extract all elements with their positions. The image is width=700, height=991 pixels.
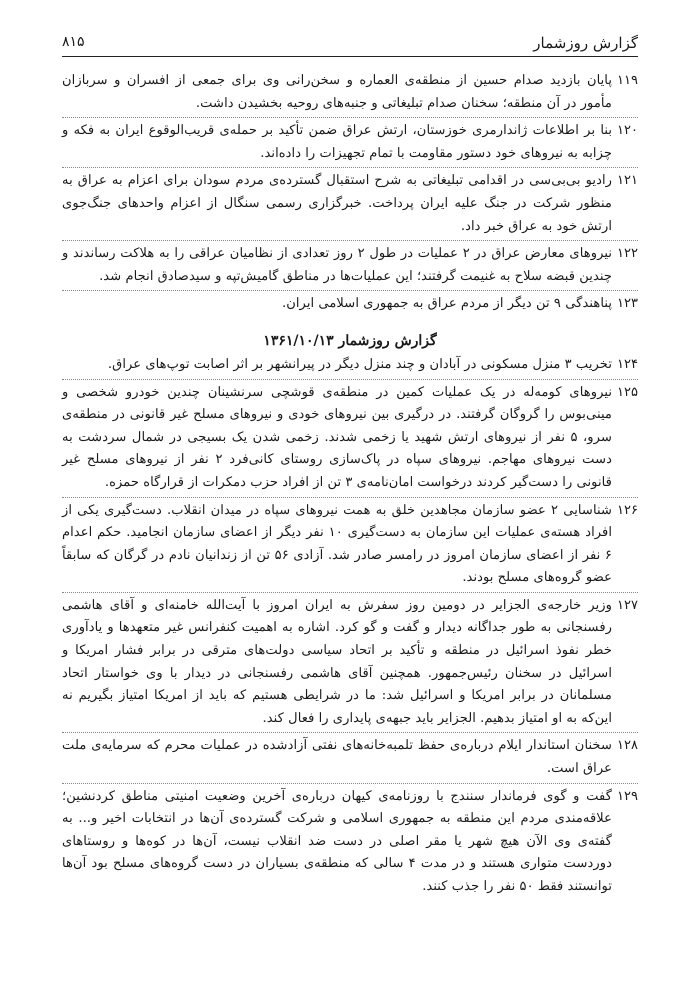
item-text: نیروهای کومه‌له در یک عملیات کمین در منطقه‌ی قوشچی سرنشینان چندین خودرو شخصی و مینی‌بوس را گروگان گرفتند. در درگیری بین نیروهای خودی و نیروهای مسلح غیر قانونی در منطقه‌ی سرو، ۵ نفر از نیروهای ارتش شهید یا زخمی شدند. زخمی شدن یک بسیجی در شمال سردشت به دست نیروهای مهاجم. نیروهای سپاه در پاک‌سازی روستای کانی‌فرد ۲ نفر از نیروهای مسلح غیر قانونی را دست‌گیر کردند درخواست امان‌نامه‌ی ۳ تن از افراد حزب دمکرات از قرارگاه حمزه. <box>62 384 612 490</box>
item-text: تخریب ۳ منزل مسکونی در آبادان و چند منزل دیگر در پیرانشهر بر اثر اصابت توپ‌های عراق. <box>107 356 612 372</box>
item-number: ۱۲۳ <box>617 296 638 312</box>
list-item <box>62 595 638 731</box>
list-item <box>62 382 638 495</box>
page-number: ۸۱۵ <box>62 34 85 50</box>
item-text: پایان بازدید صدام حسین از منطقه‌ی العماره و سخن‌رانی وی برای جمعی از افسران و سربازان مأمور در آن منطقه؛ سخنان صدام تبلیغاتی و جنبه‌های روحیه بخشیدن داشت. <box>62 73 612 111</box>
section-title: گزارش روزشمار ۱۳۶۱/۱۰/۱۳ <box>263 332 437 349</box>
item-divider <box>62 497 638 498</box>
item-number: ۱۲۵ <box>617 384 638 400</box>
item-number: ۱۱۹ <box>617 73 638 88</box>
item-divider <box>62 592 638 593</box>
item-text: سخنان استاندار ایلام درباره‌ی حفظ تلمبه‌خانه‌های نفتی آزادشده در عملیات محرم که سرمایه‌ی ملت عراق است. <box>62 738 612 777</box>
item-text: پناهندگی ۹ تن دیگر از مردم عراق به جمهوری اسلامی ایران. <box>282 296 612 312</box>
item-text: وزیر خارجه‌ی الجزایر در دومین روز سفرش به ایران امروز با آیت‌الله خامنه‌ای و آقای هاشمی رفسنجانی به طور جداگانه دیدار و گفت و گو کرد. اشاره به اهمیت کنفرانس غیر متعهدها و یادآوری خطر نفوذ اسرائیل در منطقه و تأکید بر اتحاد سیاسی دولت‌های مترقی در برابر فشار امریکا و اسرائیل در سخنان رئیس‌جمهور. همچنین آقای هاشمی رفسنجانی در دیدار با وی خواستار اتحاد مسلمانان در برابر امریکا و اسرائیل شد: ما در شرایطی هستیم که باید از امریکا امتیاز بگیریم نه این‌که به او امتیاز بدهیم. الجزایر باید جبهه‌ی پایداری را فعال کند. <box>62 597 612 726</box>
item-divider <box>62 732 638 733</box>
page-content <box>62 70 638 901</box>
item-divider <box>62 290 638 291</box>
item-number: ۱۲۸ <box>617 738 638 754</box>
list-item <box>62 786 638 899</box>
item-text: نیروهای معارض عراق در ۲ عملیات در طول ۲ روز تعدادی از نظامیان عراقی را به هلاکت رساندند و چندین قبضه سلاح به غنیمت گرفتند؛ این عملیات‌ها در مناطق گامیش‌تپه و سیدصادق انجام شد. <box>62 246 612 284</box>
list-item <box>62 500 638 590</box>
list-item <box>62 243 638 288</box>
item-number: ۱۲۶ <box>617 502 638 518</box>
page-header <box>62 30 638 57</box>
list-item <box>62 293 638 316</box>
list-item <box>62 120 638 165</box>
item-divider <box>62 240 638 241</box>
item-number: ۱۲۴ <box>617 356 638 372</box>
item-number: ۱۲۰ <box>617 123 638 139</box>
item-number: ۱۲۱ <box>617 173 638 189</box>
item-text: رادیو بی‌بی‌سی در اقدامی تبلیغاتی به شرح استقبال گسترده‌ی مردم سودان برای اعزام به عراق به منظور شرکت در جنگ علیه ایران پرداخت. خبرگزاری رسمی سنگال از اعزام واحدهای جنگ‌جوی ارتش خود به عراق خبر داد. <box>62 173 612 234</box>
item-number: ۱۲۹ <box>617 788 638 804</box>
running-title: گزارش روزشمار <box>533 34 638 52</box>
item-text: گفت و گوی فرماندار سنندج با روزنامه‌ی کیهان درباره‌ی آخرین وضعیت امنیتی مناطق کردنشین؛ علاقه‌مندی مردم این منطقه به جمهوری اسلامی و شرکت گسترده‌ی آن‌ها در انتخابات اخیر و... به گفته‌ی وی الآن هیچ شهر یا مقر اصلی در دست ضد انقلاب نیست، آن‌ها در کوه‌ها و روستاهای دوردست متواری هستند و در مدت ۴ سالی که منطقه‌ی بسیاران در دست گروه‌های مسلح بود آن‌ها توانستند فقط ۵۰ نفر را جذب کنند. <box>62 788 612 894</box>
list-item <box>62 735 638 780</box>
item-text: شناسایی ۲ عضو سازمان مجاهدین خلق به همت نیروهای سپاه در میدان انقلاب. دست‌گیری یکی از افراد هسته‌ی عملیات این سازمان به دست‌گیری ۱۰ نفر دیگر از اعضای سازمان انجامید. حکم اعدام ۶ نفر از اعضای سازمان امروز در رامسر صادر شد. آزادی ۵۶ تن از زندانیان نادم در گرگان که سابقاً عضو گروه‌های مسلح بودند. <box>62 502 612 586</box>
item-number: ۱۲۲ <box>617 246 638 262</box>
item-number: ۱۲۷ <box>617 597 638 613</box>
list-item <box>62 354 638 377</box>
item-text: بنا بر اطلاعات ژاندارمری خوزستان، ارتش عراق ضمن تأکید بر حمله‌ی قریب‌الوقوع ایران به فکه و چزابه به نیروهای خود دستور مقاومت با تمام تجهیزات را داده‌اند. <box>62 123 612 161</box>
item-divider <box>62 117 638 118</box>
list-item <box>62 70 638 115</box>
item-divider <box>62 379 638 380</box>
item-divider <box>62 167 638 168</box>
list-item <box>62 170 638 238</box>
item-divider <box>62 783 638 784</box>
